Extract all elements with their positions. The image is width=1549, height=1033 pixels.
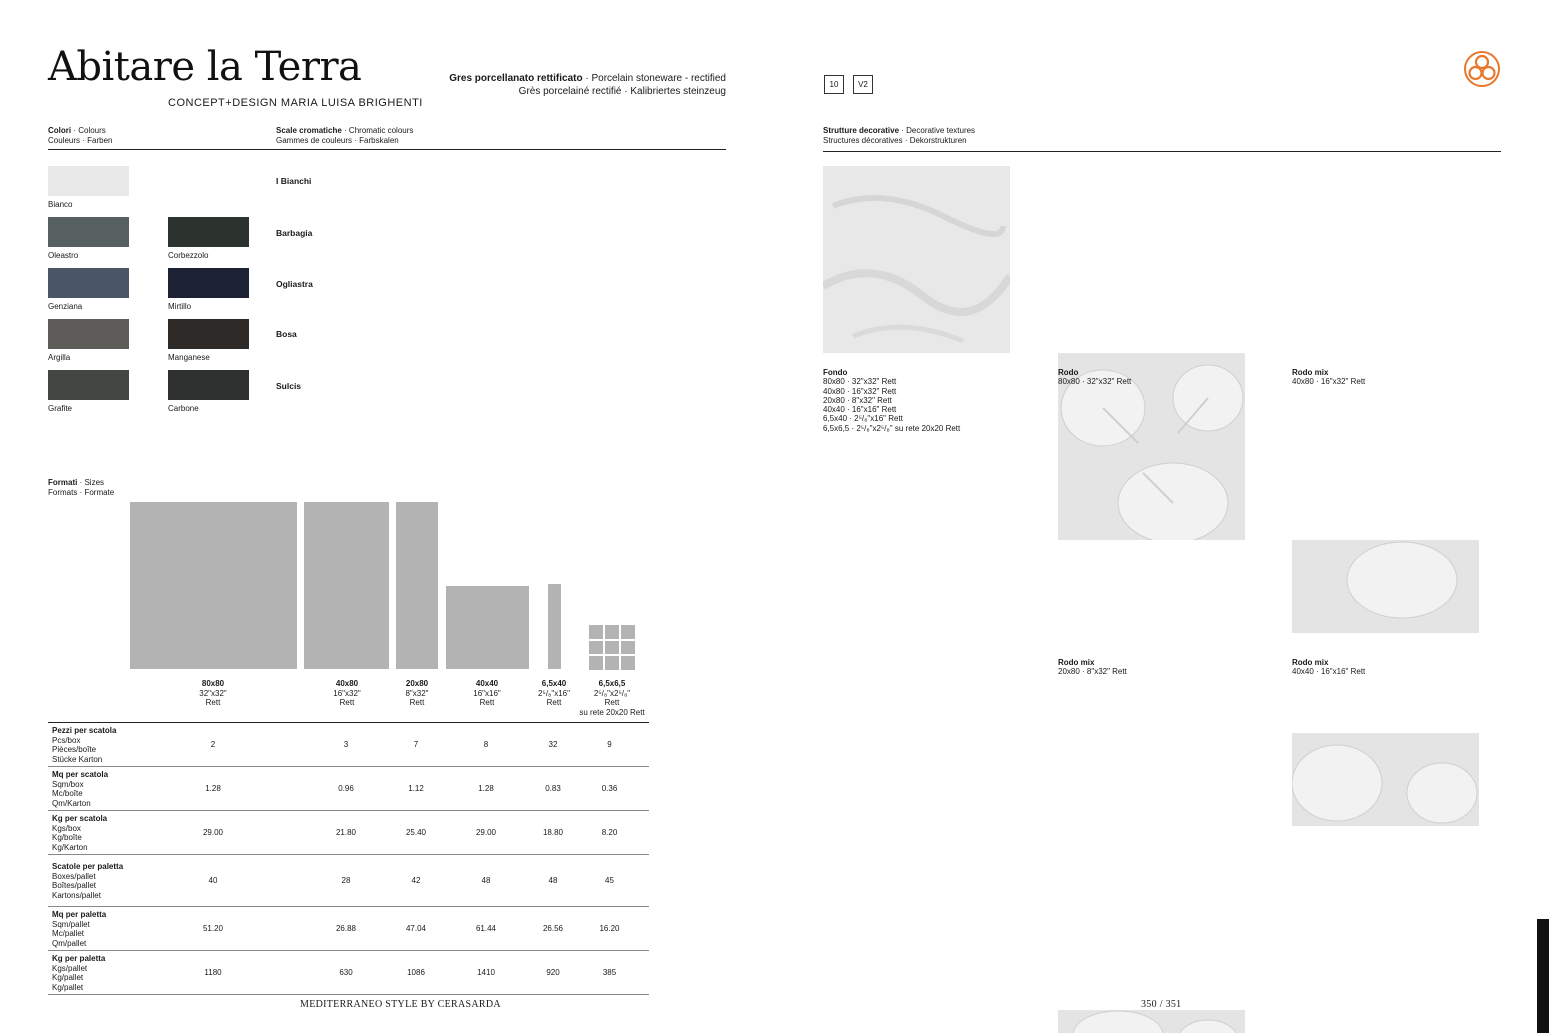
table-row [48, 811, 649, 855]
page-edge-tab [1537, 919, 1549, 1033]
table-cell: 1.28 [436, 767, 536, 811]
size-label: 6,5x40 2⁵/₈"x16" Rett [538, 679, 570, 707]
table-cell: 2 [130, 723, 296, 767]
size-label: 40x80 16"x32" Rett [333, 679, 361, 707]
table-cell: 25.40 [396, 811, 436, 855]
table-cell: 630 [296, 951, 396, 995]
size-bar-6-5x40 [548, 584, 561, 669]
group-name: I Bianchi [276, 176, 312, 186]
swatch-bianco [48, 166, 129, 196]
size-label: 40x40 16"x16" Rett [473, 679, 501, 707]
swatch-corbezzolo [168, 217, 249, 247]
page-title: Abitare la Terra [48, 44, 362, 90]
texture-rodo-mix-tile [1292, 540, 1479, 633]
size-label: 80x80 32"x32" Rett [199, 679, 227, 707]
texture-name: Rodo [1058, 368, 1079, 377]
page-numbers: 350 / 351 [1141, 999, 1182, 1010]
scale-header: Scale cromatiche · Chromatic colours Gammes de couleurs · Farbskalen [276, 126, 414, 145]
group-name: Bosa [276, 329, 297, 339]
texture-format: 6,5x6,5 · 2⁵/₈"x2⁵/₈" su rete 20x20 Rett [823, 423, 961, 433]
table-cell: 28 [296, 855, 396, 907]
swatch-label: Mirtillo [168, 302, 192, 311]
divider [823, 151, 1501, 152]
packaging-table [48, 722, 649, 995]
swatch-oleastro [48, 217, 129, 247]
texture-name: Rodo mix [1058, 658, 1095, 667]
table-cell: 45 [570, 855, 649, 907]
table-cell: 18.80 [536, 811, 570, 855]
table-cell: 47.04 [396, 907, 436, 951]
texture-rodo-mix-tile [1292, 733, 1479, 826]
concept-credit: CONCEPT+DESIGN MARIA LUISA BRIGHENTI [168, 97, 423, 109]
size-bar-80x80 [130, 502, 297, 669]
texture-name: Rodo mix [1292, 658, 1329, 667]
footer-brand: MEDITERRANEO STYLE BY CERASARDA [300, 999, 501, 1010]
swatch-label: Argilla [48, 353, 71, 362]
texture-format: 80x80 · 32"x32" Rett [823, 377, 897, 387]
table-cell: 29.00 [130, 811, 296, 855]
table-row [48, 767, 649, 811]
divider [48, 149, 726, 150]
table-cell: 385 [570, 951, 649, 995]
group-name: Sulcis [276, 381, 302, 391]
table-cell: 29.00 [436, 811, 536, 855]
variation-badge: V2 [853, 75, 873, 94]
table-cell: 26.88 [296, 907, 396, 951]
table-row [48, 951, 649, 995]
texture-format: 80x80 · 32"x32" Rett [1058, 377, 1132, 387]
table-cell: 48 [436, 855, 536, 907]
material-bold: Gres porcellanato rettificato [449, 73, 583, 84]
size-label: 6,5x6,5 2⁵/₈"x2⁵/₈" Rett su rete 20x20 Rett [579, 679, 645, 717]
texture-format: 20x80 · 8"x32" Rett [823, 395, 892, 405]
table-cell: 48 [536, 855, 570, 907]
table-cell: 7 [396, 723, 436, 767]
texture-name: Fondo [823, 368, 848, 377]
textures-header: Strutture decorative · Decorative textures Structures décoratives · Dekorstrukturen [823, 126, 976, 145]
brand-logo-icon [1461, 50, 1503, 88]
material-description [449, 72, 726, 98]
table-cell: 61.44 [436, 907, 536, 951]
group-name: Barbagia [276, 228, 313, 238]
row-label: Scatole per paletta Boxes/pallet Boîtes/pallet Kartons/pallet [48, 855, 130, 907]
table-cell: 1086 [396, 951, 436, 995]
swatch-label: Bianco [48, 200, 73, 209]
swatch-label: Oleastro [48, 251, 79, 260]
texture-caption-rodo-mix [1292, 368, 1365, 387]
texture-format: 40x80 · 16"x32" Rett [823, 386, 897, 396]
row-label: Kg per paletta Kgs/pallet Kg/pallet Kg/pallet [48, 951, 130, 995]
table-cell: 3 [296, 723, 396, 767]
texture-caption-rodo-mix-strip [1058, 658, 1127, 677]
table-row [48, 855, 649, 907]
table-cell: 0.83 [536, 767, 570, 811]
texture-format: 6,5x40 · 2⁵/₈"x16" Rett [823, 414, 903, 424]
table-cell: 26.56 [536, 907, 570, 951]
table-cell: 0.36 [570, 767, 649, 811]
table-cell: 21.80 [296, 811, 396, 855]
row-label: Mq per scatola Sqm/box Mc/boîte Qm/Karton [48, 767, 130, 811]
table-cell: 1410 [436, 951, 536, 995]
swatch-label: Grafite [48, 404, 73, 413]
table-cell: 0.96 [296, 767, 396, 811]
texture-format: 40x80 · 16"x32" Rett [1292, 377, 1366, 387]
size-bar-40x40 [446, 586, 529, 669]
texture-fondo-tile [823, 166, 1010, 353]
colors-header: Colori · Colours Couleurs · Farben [48, 126, 113, 145]
size-label: 20x80 8"x32" Rett [405, 679, 429, 707]
texture-caption-rodo [1058, 368, 1131, 387]
row-label: Mq per paletta Sqm/pallet Mc/pallet Qm/pallet [48, 907, 130, 951]
texture-format: 40x40 · 16"x16" Rett [823, 405, 897, 415]
size-bar-40x80 [304, 502, 389, 669]
swatch-manganese [168, 319, 249, 349]
swatch-genziana [48, 268, 129, 298]
table-row [48, 723, 649, 767]
texture-format: 20x80 · 8"x32" Rett [1058, 667, 1127, 677]
swatch-label: Corbezzolo [168, 251, 209, 260]
table-row [48, 907, 649, 951]
table-cell: 42 [396, 855, 436, 907]
thickness-icon: 10 [824, 75, 844, 94]
table-cell: 40 [130, 855, 296, 907]
table-cell: 8 [436, 723, 536, 767]
texture-caption-rodo-mix-square [1292, 658, 1365, 677]
table-cell: 1180 [130, 951, 296, 995]
swatch-label: Manganese [168, 353, 210, 362]
swatch-label: Carbone [168, 404, 199, 413]
table-cell: 1.12 [396, 767, 436, 811]
group-name: Ogliastra [276, 279, 313, 289]
swatch-grafite [48, 370, 129, 400]
row-label: Pezzi per scatola Pcs/box Pièces/boîte Stücke Karton [48, 723, 130, 767]
texture-format: 40x40 · 16"x16" Rett [1292, 667, 1366, 677]
size-bar-20x80 [396, 502, 438, 669]
texture-caption-fondo [823, 368, 960, 433]
row-label: Kg per scatola Kgs/box Kg/boîte Kg/Karton [48, 811, 130, 855]
swatch-carbone [168, 370, 249, 400]
texture-name: Rodo mix [1292, 368, 1329, 377]
table-cell: 51.20 [130, 907, 296, 951]
table-cell: 8.20 [570, 811, 649, 855]
swatch-mirtillo [168, 268, 249, 298]
table-cell: 1.28 [130, 767, 296, 811]
table-cell: 32 [536, 723, 570, 767]
table-cell: 16.20 [570, 907, 649, 951]
material-line2: Grès porcelainé rectifié · Kalibriertes steinzeug [518, 86, 726, 97]
swatch-argilla [48, 319, 129, 349]
formats-header: Formati · Sizes Formats · Formate [48, 478, 115, 497]
swatch-label: Genziana [48, 302, 83, 311]
table-cell: 9 [570, 723, 649, 767]
size-mosaic-6-5x6-5 [589, 625, 635, 669]
material-rest: · Porcelain stoneware - rectified [582, 73, 726, 84]
table-cell: 920 [536, 951, 570, 995]
texture-rodo-mix-strip [1058, 1010, 1245, 1033]
